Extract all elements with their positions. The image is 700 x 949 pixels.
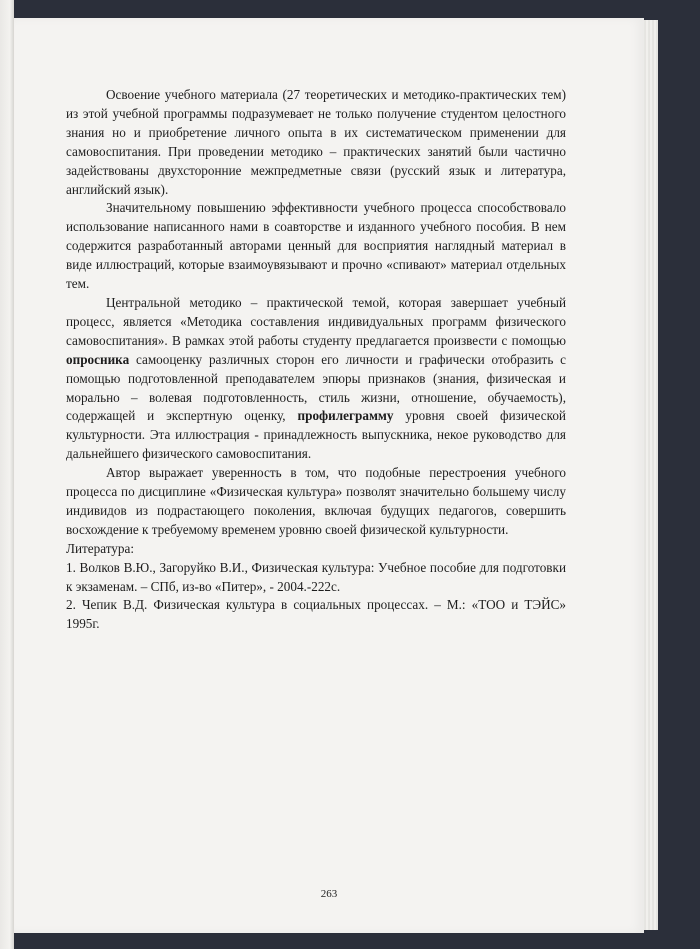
references-title: Литература: bbox=[66, 540, 135, 556]
paragraph bbox=[66, 199, 566, 294]
text-run: уровня своей физической культурности. Эта иллюстрация - принадлежность выпускника, некое руководство для дальнейшего физического самовоспитания. bbox=[66, 408, 566, 462]
paragraphs bbox=[66, 86, 566, 540]
paragraph bbox=[66, 86, 566, 199]
bold-term: опросника bbox=[66, 351, 130, 367]
paragraph bbox=[66, 294, 566, 464]
book-page bbox=[14, 18, 644, 933]
references-list bbox=[66, 559, 566, 635]
reference-item: 2. Чепик В.Д. Физическая культура в социальных процессах. – М.: «ТОО и ТЭЙС» 1995г. bbox=[66, 597, 566, 632]
text-run: Значительному повышению эффективности учебного процесса способствовало использование написанного нами в соавторстве и изданного учебного пособия. В нем содержится разработанный авторами ценный для восприятия наглядный материал в виде иллюстраций, которые взаимоувязывают и прочно «спивают» материал отдельных тем. bbox=[66, 200, 566, 292]
page-number: 263 bbox=[320, 888, 338, 900]
reference-item: 1. Волков В.Ю., Загоруйко В.И., Физическая культура: Учебное пособие для подготовки к экзаменам. – СПб, из-во «Питер», - 2004.-222с. bbox=[66, 559, 566, 594]
text-run: Освоение учебного материала (27 теоретических и методико-практических тем) из этой учебной программы подразумевает не только получение студентом целостного знания но и приобретение личного опыта в их систематическом применении для самовоспитания. При проведении методико – практических занятий были частично задействованы двухсторонние межпредметные связи (русский язык и литература, английский язык). bbox=[66, 87, 566, 197]
text-run: Автор выражает уверенность в том, что подобные перестроения учебного процесса по дисциплине «Физическая культура» позволят значительно большему числу индивидов из подрастающего поколения, включая будущих педагогов, совершить восхождение к требуемому временем уровню своей физической культурности. bbox=[66, 465, 566, 537]
paragraph bbox=[66, 464, 566, 540]
text-run: Центральной методико – практической темой, которая завершает учебный процесс, является «Методика составления индивидуальных программ физического самовоспитания». В рамках этой работы студенту предлагается произвести с помощью bbox=[66, 294, 566, 348]
bold-term: профилеграмму bbox=[297, 408, 394, 424]
body-text bbox=[66, 86, 566, 634]
facing-page-edge bbox=[0, 0, 14, 949]
text-run: самооценку различных сторон его личности и графически отобразить с помощью подготовленной преподавателем эпюры признаков (знания, физическая и морально – волевая подготовленность, стиль жизни, отношение, обучаемость), содержащей и экспертную оценку, bbox=[66, 351, 566, 424]
